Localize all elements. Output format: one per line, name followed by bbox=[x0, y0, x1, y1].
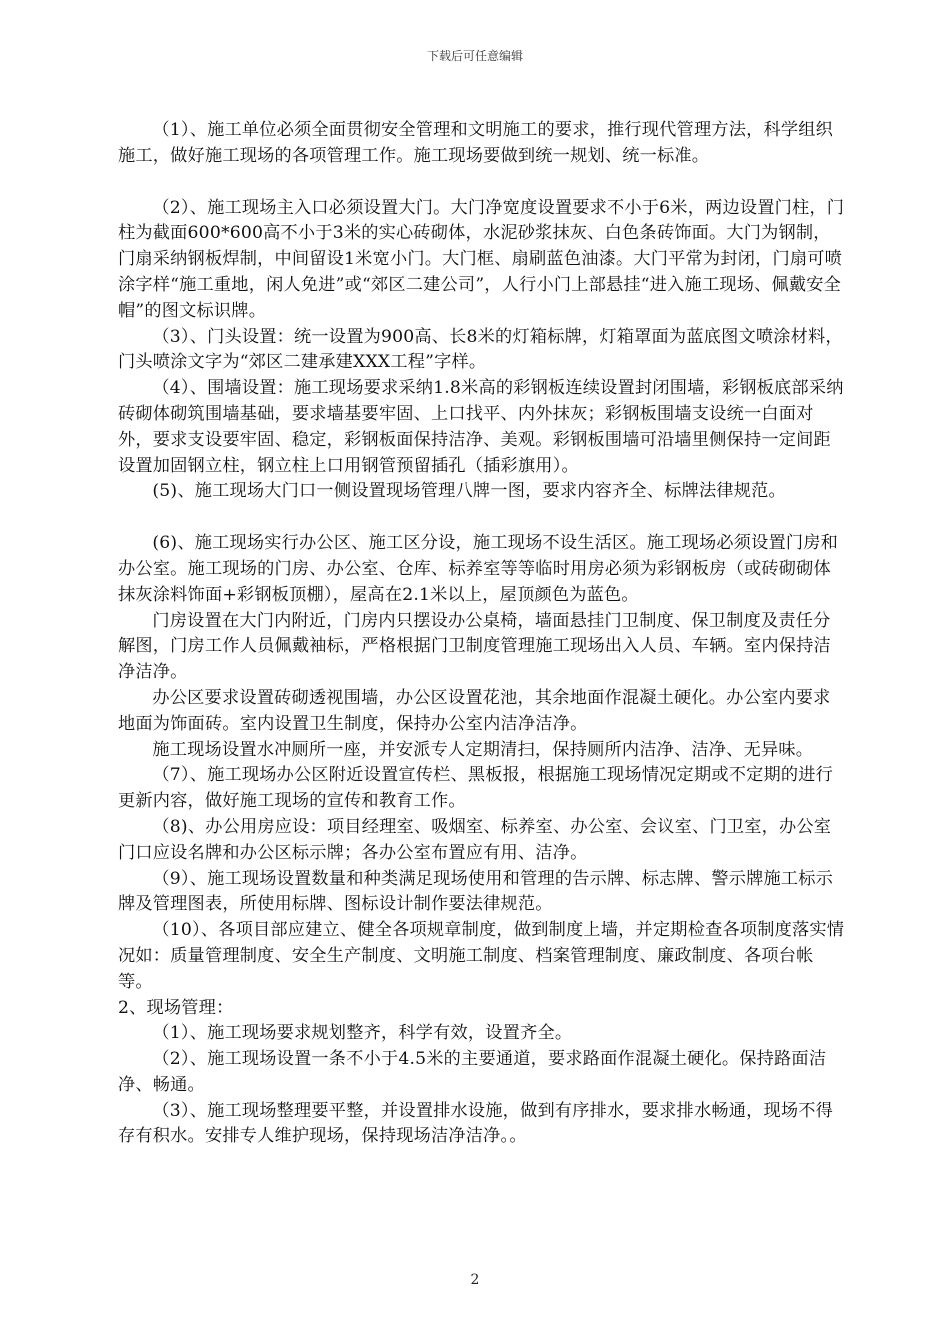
paragraph-5: (5)、施工现场大门口一侧设置现场管理八牌一图，要求内容齐全、标牌法律规范。 bbox=[152, 481, 786, 502]
paragraph-10: （7）、施工现场办公区附近设置宣传栏、黑板报，根据施工现场情况定期或不定期的进行更新内容，做好施工现场的宣传和教育工作。 bbox=[118, 765, 834, 812]
paragraph-2: （2）、施工现场主入口必须设置大门。大门净宽度设置要求不小于6米，两边设置门柱，门柱为截面600*600高不小于3米的实心砖砌体，水泥砂浆抹灰、白色条砖饰面。大门为钢制，门扇采纳钢板焊制，中间留设1米宽小门。大门框、扇刷蓝色油漆。大门平常为封闭，门扇可喷涂字样“施工重地，闲人免进”或“郊区二建公司”，人行小门上部悬挂“进入施工现场、佩戴安全帽”的图文标识牌。 bbox=[118, 197, 845, 321]
paragraph-8: 办公区要求设置砖砌透视围墙，办公区设置花池，其余地面作混凝土硬化。办公室内要求地面为饰面砖。室内设置卫生制度，保持办公室内洁净洁净。 bbox=[118, 687, 831, 734]
paragraph-16: （3）、施工现场整理要平整，并设置排水设施，做到有序排水，要求排水畅通，现场不得存有积水。安排专人维护现场，保持现场洁净洁净。。 bbox=[118, 1100, 834, 1147]
paragraph-12: （9）、施工现场设置数量和种类满足现场使用和管理的告示牌、标志牌、警示牌施工标示牌及管理图表，所使用标牌、图标设计制作要法律规范。 bbox=[118, 868, 834, 915]
paragraph-6: (6)、施工现场实行办公区、施工区分设，施工现场不设生活区。施工现场必须设置门房和办公室。施工现场的门房、办公室、仓库、标养室等等临时用房必须为彩钢板房（或砖砌砌体抹灰涂料饰面+彩钢板顶棚），屋高在2.1米以上，屋顶颜色为蓝色。 bbox=[118, 533, 839, 605]
page-number: 2 bbox=[470, 1272, 480, 1288]
paragraph-1: （1）、施工单位必须全面贯彻安全管理和文明施工的要求，推行现代管理方法，科学组织施工，做好施工现场的各项管理工作。施工现场要做到统一规划、统一标准。 bbox=[118, 120, 834, 166]
paragraph-15: （2）、施工现场设置一条不小于4.5米的主要通道，要求路面作混凝土硬化。保持路面洁净、畅通。 bbox=[118, 1049, 827, 1095]
paragraph-13: （10）、各项目部应建立、健全各项规章制度，做到制度上墙，并定期检查各项制度落实情况如：质量管理制度、安全生产制度、文明施工制度、档案管理制度、廉政制度、各项台帐等。 bbox=[118, 920, 845, 992]
document-body bbox=[118, 118, 846, 1150]
paragraph-9: 施工现场设置水冲厕所一座，并安派专人定期清扫，保持厕所内洁净、洁净、无异味。 bbox=[152, 739, 814, 760]
paragraph-7: 门房设置在大门内附近，门房内只摆设办公桌椅，墙面悬挂门卫制度、保卫制度及责任分解图，门房工作人员佩戴袖标，严格根据门卫制度管理施工现场出入人员、车辆。室内保持洁净洁净。 bbox=[118, 610, 831, 683]
section-heading: 2、现场管理： bbox=[118, 997, 234, 1018]
paragraph-14: （1）、施工现场要求规划整齐，科学有效，设置齐全。 bbox=[152, 1023, 573, 1044]
paragraph-11: （8)、办公用房应设：项目经理室、吸烟室、标养室、办公室、会议室、门卫室，办公室门口应设名牌和办公区标示牌；各办公室布置应有用、洁净。 bbox=[118, 816, 832, 863]
paragraph-3: （3）、门头设置：统一设置为900高、长8米的灯箱标牌，灯箱罩面为蓝底图文喷涂材料，门头喷涂文字为“郊区二建承建XXX工程”字样。 bbox=[118, 326, 843, 373]
page-header: 下载后可任意编辑 bbox=[426, 49, 523, 63]
paragraph-4: （4）、围墙设置：施工现场要求采纳1.8米高的彩钢板连续设置封闭围墙，彩钢板底部采纳砖砌体砌筑围墙基础，要求墙基要牢固、上口找平、内外抹灰；彩钢板围墙支设统一白面对外，要求支设要牢固、稳定，彩钢板面保持洁净、美观。彩钢板围墙可沿墙里侧保持一定间距设置加固钢立柱，钢立柱上口用钢管预留插孔（插彩旗用）。 bbox=[118, 378, 844, 476]
